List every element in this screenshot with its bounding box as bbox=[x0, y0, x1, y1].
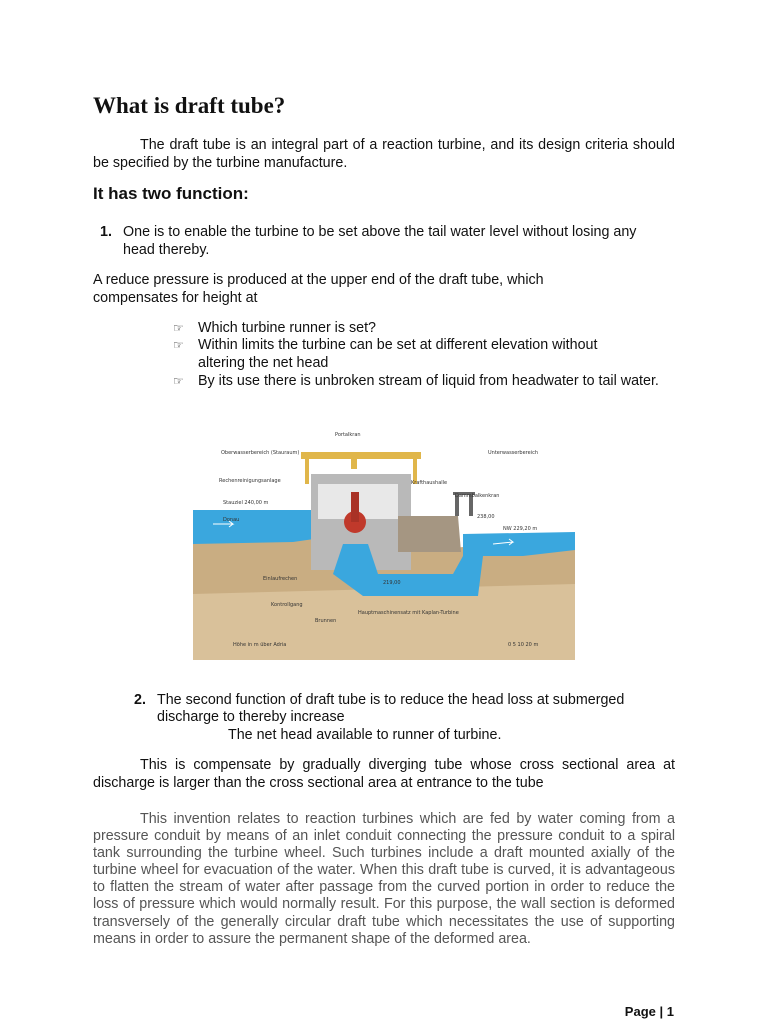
function-2-line-3: The net head available to runner of turbine. bbox=[228, 727, 502, 743]
headwater bbox=[193, 510, 321, 544]
page-title: What is draft tube? bbox=[93, 93, 286, 118]
gravel-fill bbox=[398, 516, 461, 552]
pointing-hand-icon: ☞ bbox=[173, 321, 184, 335]
function-1-text: One is to enable the turbine to be set above the tail water level without losing any head thereby. bbox=[123, 224, 637, 258]
bullet-item: Which turbine runner is set? bbox=[198, 320, 376, 336]
svg-text:Hauptmaschinensatz mit Kaplan-: Hauptmaschinensatz mit Kaplan-Turbine bbox=[358, 610, 459, 616]
svg-text:219,00: 219,00 bbox=[383, 580, 401, 586]
svg-text:Unterwasserbereich: Unterwasserbereich bbox=[488, 450, 538, 456]
svg-text:Einlaufrechen: Einlaufrechen bbox=[263, 576, 298, 582]
svg-text:Krafthaushalle: Krafthaushalle bbox=[411, 480, 448, 486]
function-2-line-2: discharge to thereby increase bbox=[157, 709, 345, 725]
svg-text:Donau: Donau bbox=[223, 517, 240, 523]
svg-text:0 5 10 20 m: 0 5 10 20 m bbox=[508, 642, 539, 648]
svg-text:Rechenreinigungsanlage: Rechenreinigungsanlage bbox=[219, 478, 281, 484]
bullet-item: Within limits the turbine can be set at different elevation without altering the net head bbox=[198, 337, 598, 371]
gantry-crane bbox=[301, 452, 421, 459]
svg-text:Kontrollgang: Kontrollgang bbox=[271, 602, 303, 608]
footer-page-label: Page bbox=[624, 1004, 656, 1019]
pointing-hand-icon: ☞ bbox=[173, 338, 184, 352]
footer-page-number: 1 bbox=[666, 1004, 674, 1019]
svg-text:Brunnen: Brunnen bbox=[315, 618, 337, 624]
invention-paragraph: This invention relates to reaction turbines which are fed by water coming from a pressure conduit by means of an inlet conduit connecting the pressure conduit to a spiral tank surrounding the turbine wheel. Such turbines include a draft mounted axially of the turbine wheel for evacuation of the water. When this draft tube is curved, it is advantageous to flatten the stream of water after passage from the curved portion in order to reduce the loss of pressure which would normally result. For this purpose, the wall section is deformed transversely of the generally circular draft tube which necessitates the use of supporting means in order to assure the permanent shape of the deformed area. bbox=[93, 811, 675, 947]
list-number-1: 1. bbox=[100, 224, 112, 240]
section-heading: It has two function: bbox=[93, 184, 249, 203]
page-footer bbox=[625, 1004, 674, 1019]
svg-text:Oberwasserbereich (Stauraum): Oberwasserbereich (Stauraum) bbox=[221, 450, 300, 456]
pressure-paragraph: A reduce pressure is produced at the upper end of the draft tube, which compensates for height at bbox=[93, 272, 544, 306]
bullet-item: By its use there is unbroken stream of liquid from headwater to tail water. bbox=[198, 373, 659, 389]
svg-text:238,00: 238,00 bbox=[477, 514, 495, 520]
svg-text:Höhe in m über Adria: Höhe in m über Adria bbox=[233, 642, 287, 648]
footer-separator: | bbox=[659, 1004, 664, 1019]
function-2-line-1: The second function of draft tube is to reduce the head loss at submerged bbox=[157, 692, 625, 708]
svg-text:NW 229,20 m: NW 229,20 m bbox=[503, 526, 538, 532]
hydropower-plant-diagram bbox=[193, 424, 575, 660]
list-number-2: 2. bbox=[134, 692, 146, 708]
svg-text:Portalkran: Portalkran bbox=[335, 432, 361, 438]
intro-paragraph: The draft tube is an integral part of a reaction turbine, and its design criteria should be specified by the turbine manufacture. bbox=[93, 137, 675, 171]
svg-text:Dammbalkenkran: Dammbalkenkran bbox=[455, 493, 500, 499]
svg-text:Stauziel 240,00 m: Stauziel 240,00 m bbox=[223, 500, 269, 506]
compensate-paragraph: This is compensate by gradually diverging tube whose cross sectional area at discharge is larger than the cross sectional area at entrance to the tube bbox=[93, 757, 675, 791]
pointing-hand-icon: ☞ bbox=[173, 374, 184, 388]
